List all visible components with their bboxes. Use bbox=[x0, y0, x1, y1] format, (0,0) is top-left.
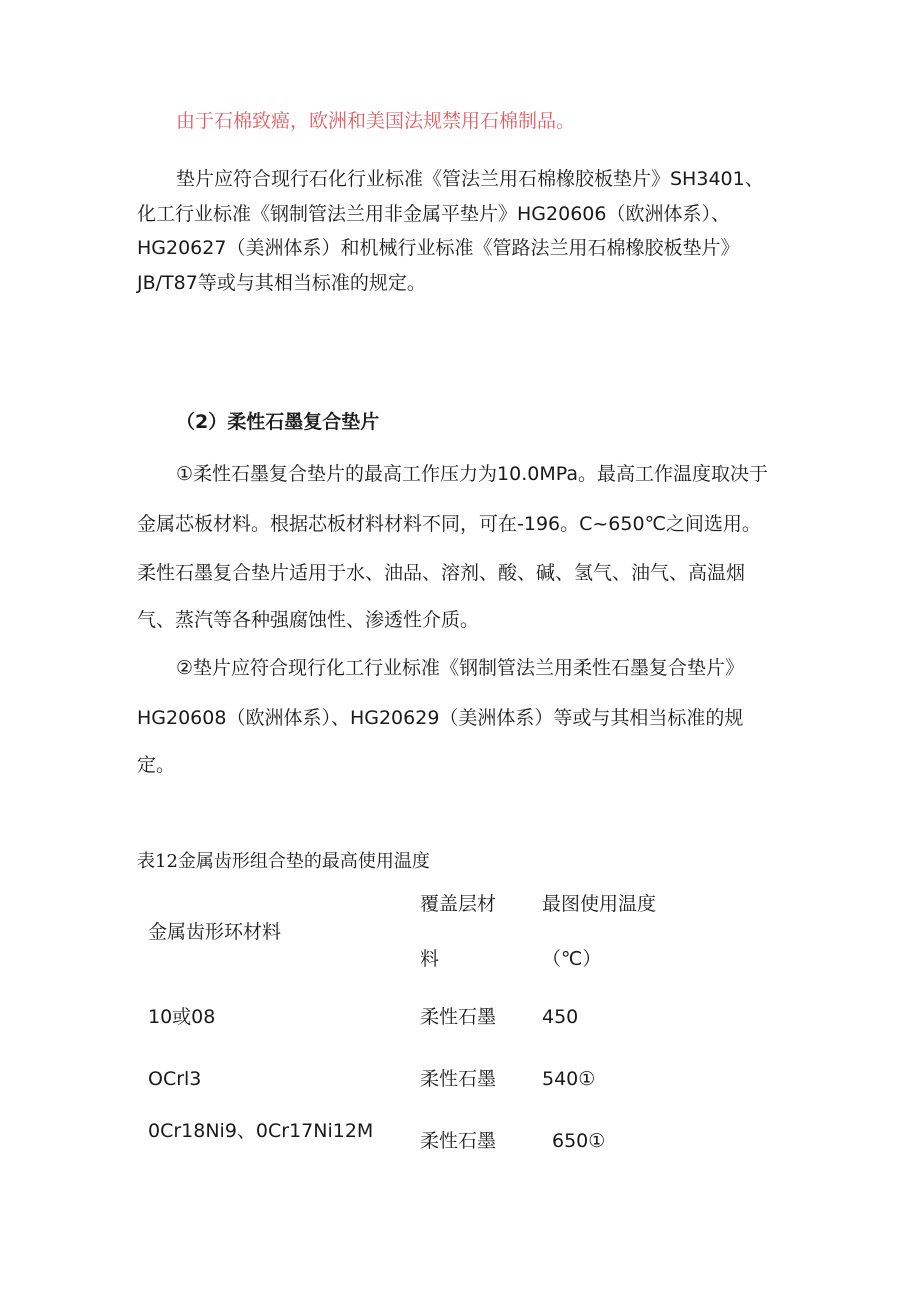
paragraph-line: JB/T87等或与其相当标准的规定。 bbox=[137, 272, 426, 294]
paragraph-line: ②垫片应符合现行化工行业标准《钢制管法兰用柔性石墨复合垫片》 bbox=[176, 657, 745, 679]
asbestos-warning: 由于石棉致癌，欧洲和美国法规禁用石棉制品。 bbox=[176, 110, 576, 132]
header-cover-line2: 料 bbox=[420, 948, 440, 970]
header-temp-line2: （℃） bbox=[542, 948, 602, 970]
cell-material: 0Cr18Ni9、0Cr17Ni12M bbox=[148, 1120, 374, 1142]
cell-cover: 柔性石墨 bbox=[420, 1006, 497, 1028]
paragraph-line: HG20608（欧洲体系）、HG20629（美洲体系）等或与其相当标准的规 bbox=[137, 707, 744, 729]
cell-cover: 柔性石墨 bbox=[420, 1130, 497, 1152]
cell-temp: 540① bbox=[542, 1068, 596, 1090]
paragraph-line: ①柔性石墨复合垫片的最高工作压力为10.0MPa。最高工作温度取决于 bbox=[176, 463, 768, 485]
cell-cover: 柔性石墨 bbox=[420, 1068, 497, 1090]
paragraph-line: 柔性石墨复合垫片适用于水、油品、溶剂、酸、碱、氢气、油气、高温烟 bbox=[137, 562, 746, 584]
paragraph-line: 气、蒸汽等各种强腐蚀性、渗透性介质。 bbox=[137, 609, 480, 631]
paragraph-line: 金属芯板材料。根据芯板材料材料不同，可在-196。C~650℃之间选用。 bbox=[137, 513, 761, 535]
paragraph-line: 定。 bbox=[137, 754, 176, 776]
header-temp-line1: 最图使用温度 bbox=[542, 893, 657, 915]
paragraph-line: HG20627（美洲体系）和机械行业标准《管路法兰用石棉橡胶板垫片》 bbox=[137, 237, 740, 259]
header-material: 金属齿形环材料 bbox=[148, 921, 282, 943]
section-heading: （2）柔性石墨复合垫片 bbox=[176, 411, 380, 433]
cell-material: 10或08 bbox=[148, 1006, 216, 1028]
cell-temp: 650① bbox=[552, 1130, 606, 1152]
cell-temp: 450 bbox=[542, 1006, 579, 1028]
cell-material: OCrl3 bbox=[148, 1068, 202, 1090]
header-cover-line1: 覆盖层材 bbox=[420, 893, 497, 915]
paragraph-line: 垫片应符合现行石化行业标准《管法兰用石棉橡胶板垫片》SH3401、 bbox=[176, 168, 764, 190]
paragraph-line: 化工行业标准《钢制管法兰用非金属平垫片》HG20606（欧洲体系）、 bbox=[137, 203, 730, 225]
table-caption: 表12金属齿形组合垫的最高使用温度 bbox=[137, 851, 430, 872]
